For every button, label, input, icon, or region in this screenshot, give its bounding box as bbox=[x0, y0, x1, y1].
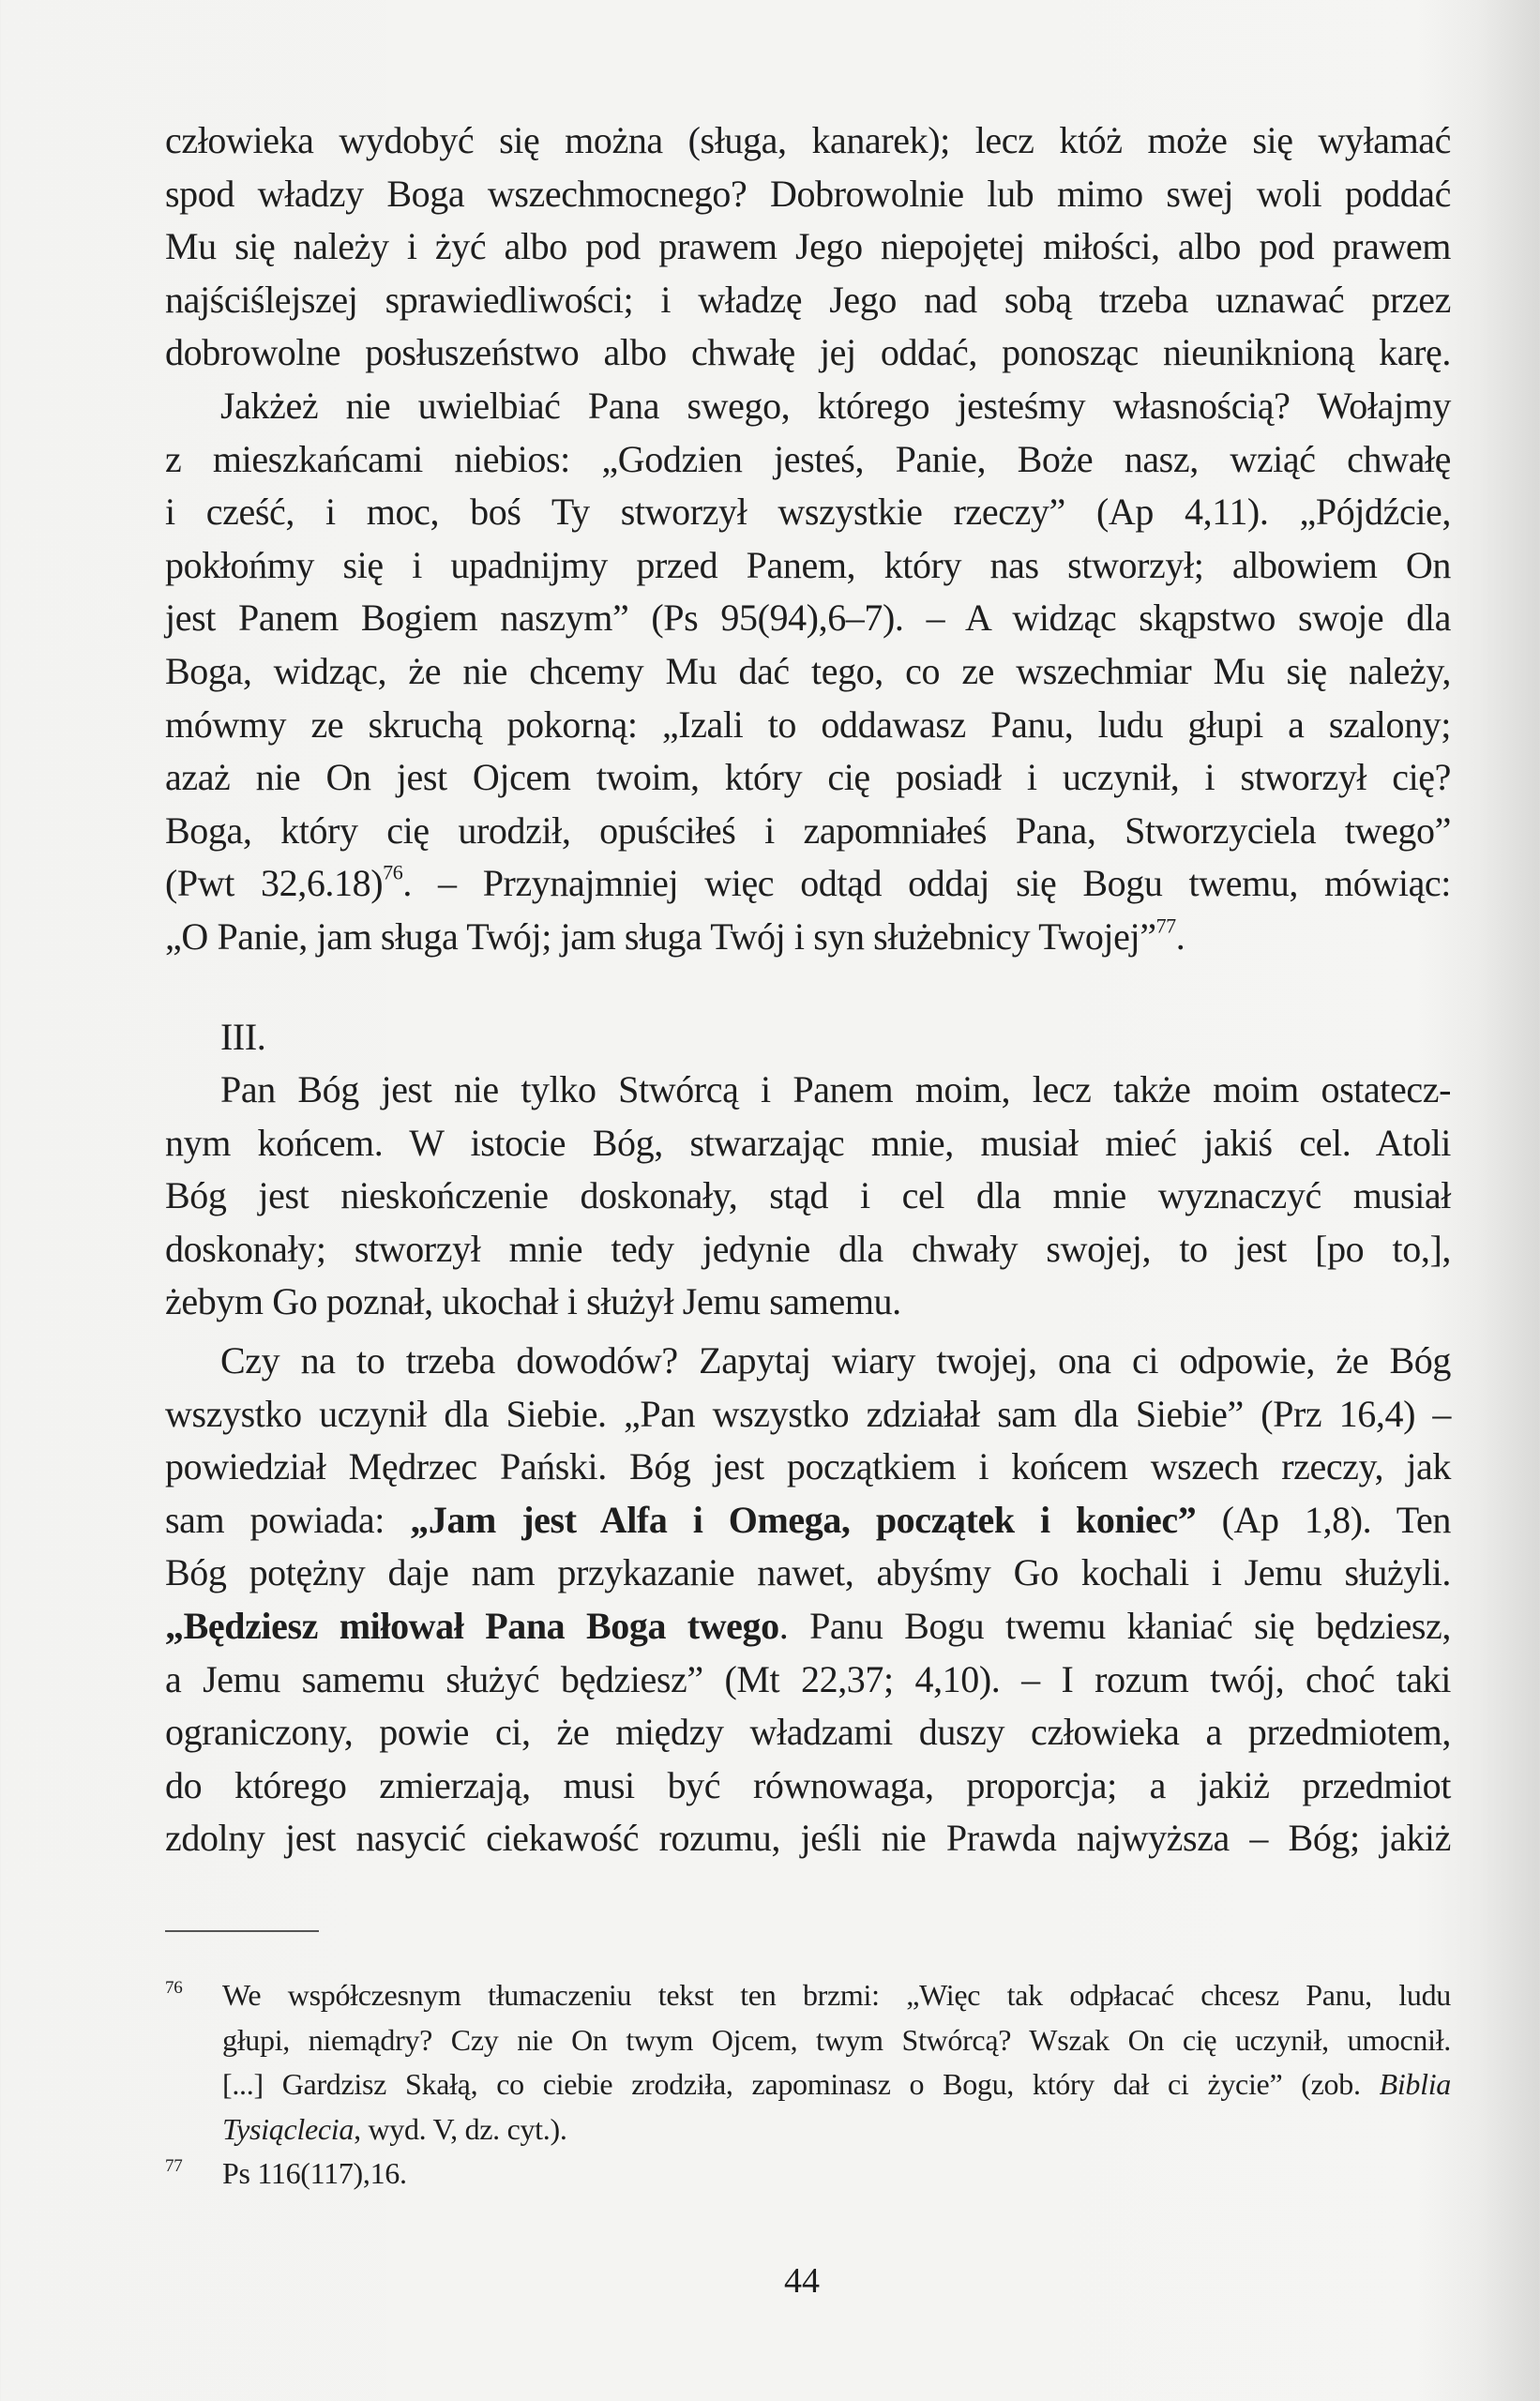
text-run: żebym Go poznał, ukochał i służył Jemu samemu. bbox=[165, 1280, 901, 1323]
text-line bbox=[165, 1547, 1451, 1600]
text-line bbox=[165, 1064, 1451, 1117]
text-run: z mieszkańcami niebios: „Godzien jesteś, Panie, Boże nasz, wziąć chwałę bbox=[165, 437, 1451, 480]
text-line bbox=[165, 1812, 1451, 1865]
text-line bbox=[165, 1388, 1451, 1442]
text-line bbox=[165, 1117, 1451, 1170]
text-run: nym końcem. W istocie Bóg, stwarzając mnie, musiał mieć jakiś cel. Atoli bbox=[165, 1121, 1451, 1164]
text-run: . – Przynajmniej więc odtąd oddaj się Bogu twemu, mówiąc: bbox=[402, 862, 1451, 905]
text-run: (Pwt 32,6.18) bbox=[165, 862, 384, 905]
italic-text: Tysiąclecia bbox=[222, 2111, 355, 2146]
bold-text: „Będziesz miłował Pana Boga twego bbox=[165, 1605, 779, 1648]
footnote-number: 76 bbox=[165, 1978, 183, 1998]
footnote-line bbox=[222, 2018, 1451, 2063]
text-line bbox=[165, 1494, 1451, 1548]
text-run: najściślejszej sprawiedliwości; i władzę Jego nad sobą trzeba uznawać przez bbox=[165, 278, 1451, 321]
text-run: do którego zmierzają, musi być równowaga, proporcja; a jakiż przedmiot bbox=[165, 1763, 1451, 1806]
text-run: , wyd. V, dz. cyt.). bbox=[354, 2111, 567, 2146]
text-line bbox=[165, 220, 1451, 274]
text-run: Jakżeż nie uwielbiać Pana swego, którego jesteśmy własnością? Wołajmy bbox=[220, 384, 1451, 427]
text-run: doskonały; stworzył mnie tedy jedynie dla chwały swojej, to jest [po to,], bbox=[165, 1227, 1451, 1270]
footnote-ref: 76 bbox=[383, 860, 403, 884]
text-line bbox=[165, 274, 1451, 327]
footnote-line bbox=[222, 2107, 1451, 2152]
text-run: pokłońmy się i upadnijmy przed Panem, który nas stworzył; albowiem On bbox=[165, 543, 1451, 586]
text-line bbox=[165, 114, 1451, 168]
text-run: azaż nie On jest Ojcem twoim, który cię posiadł i uczynił, i stworzył cię? bbox=[165, 756, 1451, 799]
text-run: Boga, który cię urodził, opuściłeś i zapomniałeś Pana, Stworzyciela twego” bbox=[165, 808, 1451, 852]
text-run: Bóg jest nieskończenie doskonały, stąd i cel dla mnie wyznaczyć musiał bbox=[165, 1174, 1451, 1217]
footnote-line bbox=[222, 2062, 1451, 2107]
text-line bbox=[165, 645, 1451, 699]
text-run: mówmy ze skruchą pokorną: „Izali to oddawasz Panu, ludu głupi a szalony; bbox=[165, 702, 1451, 746]
text-line bbox=[165, 592, 1451, 645]
text-run: ograniczony, powie ci, że między władzami duszy człowieka a przedmiotem, bbox=[165, 1711, 1451, 1754]
footnote-separator bbox=[165, 1930, 319, 1932]
text-line bbox=[165, 380, 1451, 433]
body-text bbox=[165, 114, 1451, 1865]
text-run: . Panu Bogu twemu kłaniać się będziesz, bbox=[778, 1605, 1451, 1648]
text-run: We współczesnym tłumaczeniu tekst ten brzmi: „Więc tak odpłacać chcesz Panu, ludu bbox=[222, 1978, 1451, 2012]
page-number: 44 bbox=[784, 2261, 820, 2301]
text-line bbox=[165, 1011, 1451, 1065]
text-run: głupi, niemądry? Czy nie On twym Ojcem, twym Stwórcą? Wszak On cię uczynił, umocnił. bbox=[222, 2022, 1451, 2057]
text-run: spod władzy Boga wszechmocnego? Dobrowolnie lub mimo swej woli poddać bbox=[165, 172, 1451, 215]
text-line bbox=[165, 1223, 1451, 1276]
text-run: wszystko uczynił dla Siebie. „Pan wszystko zdziałał sam dla Siebie” (Prz 16,4) – bbox=[165, 1392, 1451, 1435]
text-run: i cześć, i moc, boś Ty stworzył wszystkie rzeczy” (Ap 4,11). „Pójdźcie, bbox=[165, 491, 1451, 534]
text-line bbox=[165, 1276, 1451, 1329]
text-line bbox=[165, 1600, 1451, 1654]
text-run: człowieka wydobyć się można (sługa, kanarek); lecz któż może się wyłamać bbox=[165, 119, 1451, 161]
footnote bbox=[165, 1973, 1451, 2152]
text-line bbox=[165, 751, 1451, 805]
text-run: powiedział Mędrzec Pański. Bóg jest początkiem i końcem wszech rzeczy, jak bbox=[165, 1445, 1451, 1488]
text-run: III. bbox=[220, 1015, 266, 1058]
text-line bbox=[165, 433, 1451, 487]
text-line bbox=[165, 911, 1451, 964]
text-line bbox=[165, 486, 1451, 539]
text-run: Mu się należy i żyć albo pod prawem Jego niepojętej miłości, albo pod prawem bbox=[165, 225, 1451, 268]
text-run: „O Panie, jam sługa Twój; jam sługa Twój i syn służebnicy Twojej” bbox=[165, 914, 1156, 958]
text-line bbox=[165, 1759, 1451, 1813]
text-run: . bbox=[1175, 914, 1185, 958]
footnote bbox=[165, 2152, 1451, 2197]
footnote-line bbox=[222, 2152, 1451, 2197]
text-line bbox=[165, 539, 1451, 593]
text-line bbox=[165, 1335, 1451, 1388]
footnote-ref: 77 bbox=[1155, 914, 1176, 938]
italic-text: Biblia bbox=[1379, 2067, 1451, 2101]
text-line bbox=[165, 1170, 1451, 1223]
text-run: sam powiada: bbox=[165, 1498, 411, 1541]
text-line bbox=[165, 1654, 1451, 1707]
text-run: Czy na to trzeba dowodów? Zapytaj wiary twojej, ona ci odpowie, że Bóg bbox=[220, 1339, 1451, 1382]
text-line bbox=[165, 805, 1451, 858]
text-run: Pan Bóg jest nie tylko Stwórcą i Panem moim, lecz także moim ostatecz- bbox=[220, 1068, 1451, 1111]
footnote-number: 77 bbox=[165, 2156, 183, 2176]
text-run: jest Panem Bogiem naszym” (Ps 95(94),6–7). – A widząc skąpstwo swoje dla bbox=[165, 596, 1451, 640]
text-line bbox=[165, 699, 1451, 752]
text-run: a Jemu samemu służyć będziesz” (Mt 22,37; 4,10). – I rozum twój, choć taki bbox=[165, 1657, 1451, 1700]
text-run: (Ap 1,8). Ten bbox=[1196, 1498, 1451, 1541]
text-run: Bóg potężny daje nam przykazanie nawet, abyśmy Go kochali i Jemu służyli. bbox=[165, 1551, 1451, 1594]
text-run: Boga, widząc, że nie chcemy Mu dać tego, co ze wszechmiar Mu się należy, bbox=[165, 649, 1451, 692]
footnote-line bbox=[222, 1973, 1451, 2018]
text-run: [...] Gardzisz Skałą, co ciebie zrodziła, zapominasz o Bogu, który dał ci życie” (zob. bbox=[222, 2067, 1380, 2101]
text-run: zdolny jest nasycić ciekawość rozumu, jeśli nie Prawda najwyższa – Bóg; jakiż bbox=[165, 1817, 1451, 1860]
bold-text: „Jam jest Alfa i Omega, początek i koniec” bbox=[410, 1498, 1197, 1541]
text-run: dobrowolne posłuszeństwo albo chwałę jej oddać, ponosząc nieuniknioną karę. bbox=[165, 331, 1451, 374]
text-line bbox=[165, 1441, 1451, 1494]
text-line bbox=[165, 857, 1451, 911]
text-run: Ps 116(117),16. bbox=[222, 2156, 407, 2190]
footnotes bbox=[165, 1973, 1451, 2197]
text-line bbox=[165, 168, 1451, 221]
text-line bbox=[165, 1706, 1451, 1759]
text-line bbox=[165, 326, 1451, 380]
